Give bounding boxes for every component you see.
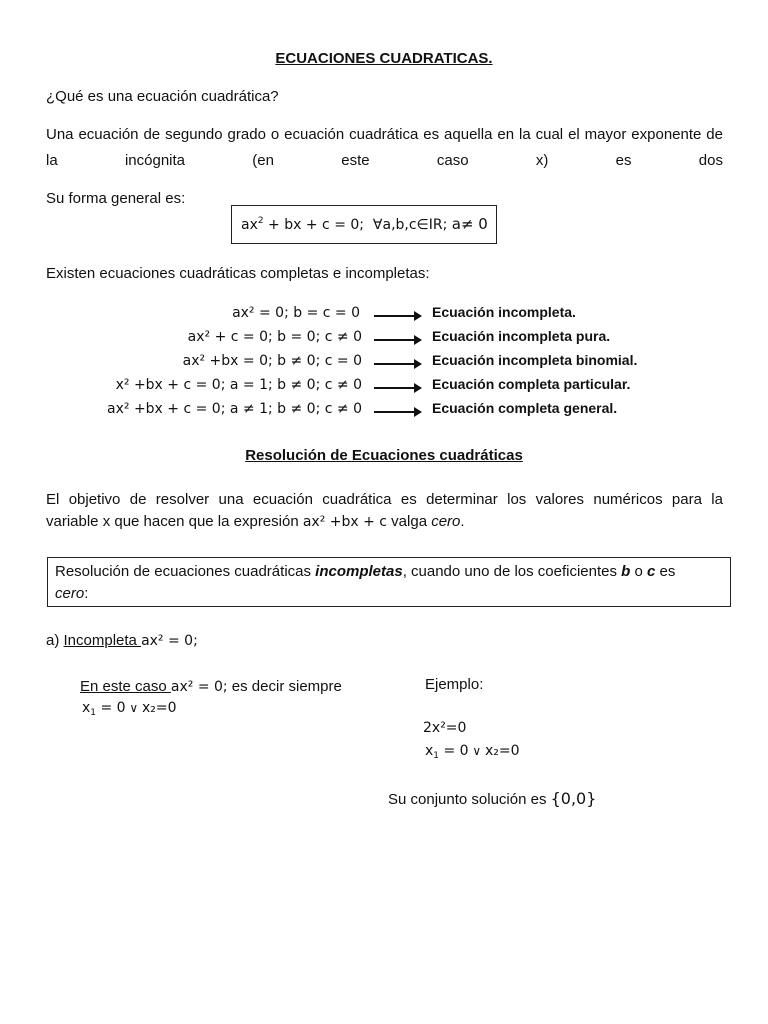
- general-form-lhs: ax: [241, 217, 258, 233]
- general-form-label: Su forma general es:: [46, 190, 186, 207]
- case-detail-solution: [82, 700, 177, 716]
- objective-expression: ax² +bx + c: [302, 514, 388, 530]
- x2-value: x₂=0: [142, 700, 177, 716]
- example-x1-sub: 1: [433, 751, 440, 761]
- solution-set-label: Su conjunto solución es: [388, 791, 551, 808]
- example-x1-value: = 0: [439, 743, 469, 759]
- case-a-label: Incompleta: [63, 632, 142, 649]
- equation-type-1: ax² = 0; b = c = 0: [232, 305, 360, 321]
- solution-set-value: {0,0}: [550, 789, 597, 808]
- equation-type-1-label: Ecuación incompleta.: [432, 304, 576, 320]
- case-detail-line: [80, 678, 342, 695]
- objective-text: variable x que hacen que la expresión: [46, 513, 303, 530]
- objective-cero: cero: [431, 513, 461, 530]
- coef-b: b: [621, 563, 631, 580]
- incomplete-text-c: , cuando uno de los coeficientes: [402, 563, 622, 580]
- x1-value: = 0: [96, 700, 126, 716]
- arrow-icon: [374, 411, 420, 413]
- x1-sub: 1: [90, 708, 97, 718]
- incomplete-colon: :: [84, 585, 89, 602]
- objective-period: .: [460, 513, 465, 530]
- equation-type-3: ax² +bx = 0; b ≠ 0; c = 0: [182, 353, 362, 369]
- incomplete-box-text: [55, 561, 725, 605]
- incomplete-keyword: incompletas: [315, 563, 403, 580]
- case-a-equation: ax² = 0;: [141, 633, 198, 649]
- or-symbol: ∨: [125, 701, 142, 715]
- document-title: ECUACIONES CUADRATICAS.: [275, 50, 493, 67]
- general-form-exponent: 2: [257, 216, 264, 226]
- general-form-condition: a≠ 0: [451, 215, 488, 233]
- equation-type-5: ax² +bx + c = 0; a ≠ 1; b ≠ 0; c ≠ 0: [107, 401, 362, 417]
- question-heading: ¿Qué es una ecuación cuadrática?: [46, 88, 279, 105]
- general-form-rest: + bx + c = 0;: [263, 217, 364, 233]
- arrow-icon: [374, 387, 420, 389]
- x1-var: x: [82, 700, 91, 716]
- equation-type-2-label: Ecuación incompleta pura.: [432, 328, 611, 344]
- equation-type-2: ax² + c = 0; b = 0; c ≠ 0: [187, 329, 362, 345]
- resolution-title: Resolución de Ecuaciones cuadráticas: [245, 447, 523, 464]
- case-detail-equation: ax² = 0;: [170, 679, 228, 695]
- equation-type-3-label: Ecuación incompleta binomial.: [432, 352, 638, 368]
- objective-text-2: valga: [387, 513, 432, 530]
- incomplete-text-g: es: [655, 563, 676, 580]
- example-equation: 2x²=0: [423, 720, 467, 736]
- solution-set-line: [388, 789, 596, 808]
- case-a-prefix: a): [46, 632, 64, 649]
- case-a-heading: [46, 632, 198, 649]
- objective-line-1: El objetivo de resolver una ecuación cuadrática es determinar los valores numéricos para la: [46, 491, 723, 508]
- incomplete-text-e: o: [630, 563, 648, 580]
- example-or-symbol: ∨: [468, 744, 485, 758]
- objective-line-2: [46, 513, 465, 530]
- arrow-icon: [374, 315, 420, 317]
- incomplete-text-a: Resolución de ecuaciones cuadráticas: [55, 563, 316, 580]
- example-label: Ejemplo:: [425, 676, 484, 693]
- arrow-icon: [374, 339, 420, 341]
- case-detail-label: En este caso: [80, 678, 171, 695]
- example-x2-value: x₂=0: [485, 743, 520, 759]
- definition-paragraph: Una ecuación de segundo grado o ecuación cuadrática es aquella en la cual el mayor exponente de la incógnita (en este caso x) es dos: [46, 126, 723, 169]
- arrow-icon: [374, 363, 420, 365]
- general-form-forall: ∀a,b,c∈IR;: [372, 217, 448, 233]
- example-x1-var: x: [425, 743, 434, 759]
- equation-type-4: x² +bx + c = 0; a = 1; b ≠ 0; c ≠ 0: [115, 377, 362, 393]
- example-solution: [425, 743, 520, 759]
- equation-type-5-label: Ecuación completa general.: [432, 400, 618, 416]
- incomplete-cero: cero: [55, 585, 85, 602]
- coef-c: c: [647, 563, 656, 580]
- types-intro: Existen ecuaciones cuadráticas completas e incompletas:: [46, 265, 430, 282]
- general-form-equation: [241, 215, 488, 233]
- case-detail-text: es decir siempre: [227, 678, 342, 695]
- equation-type-4-label: Ecuación completa particular.: [432, 376, 631, 392]
